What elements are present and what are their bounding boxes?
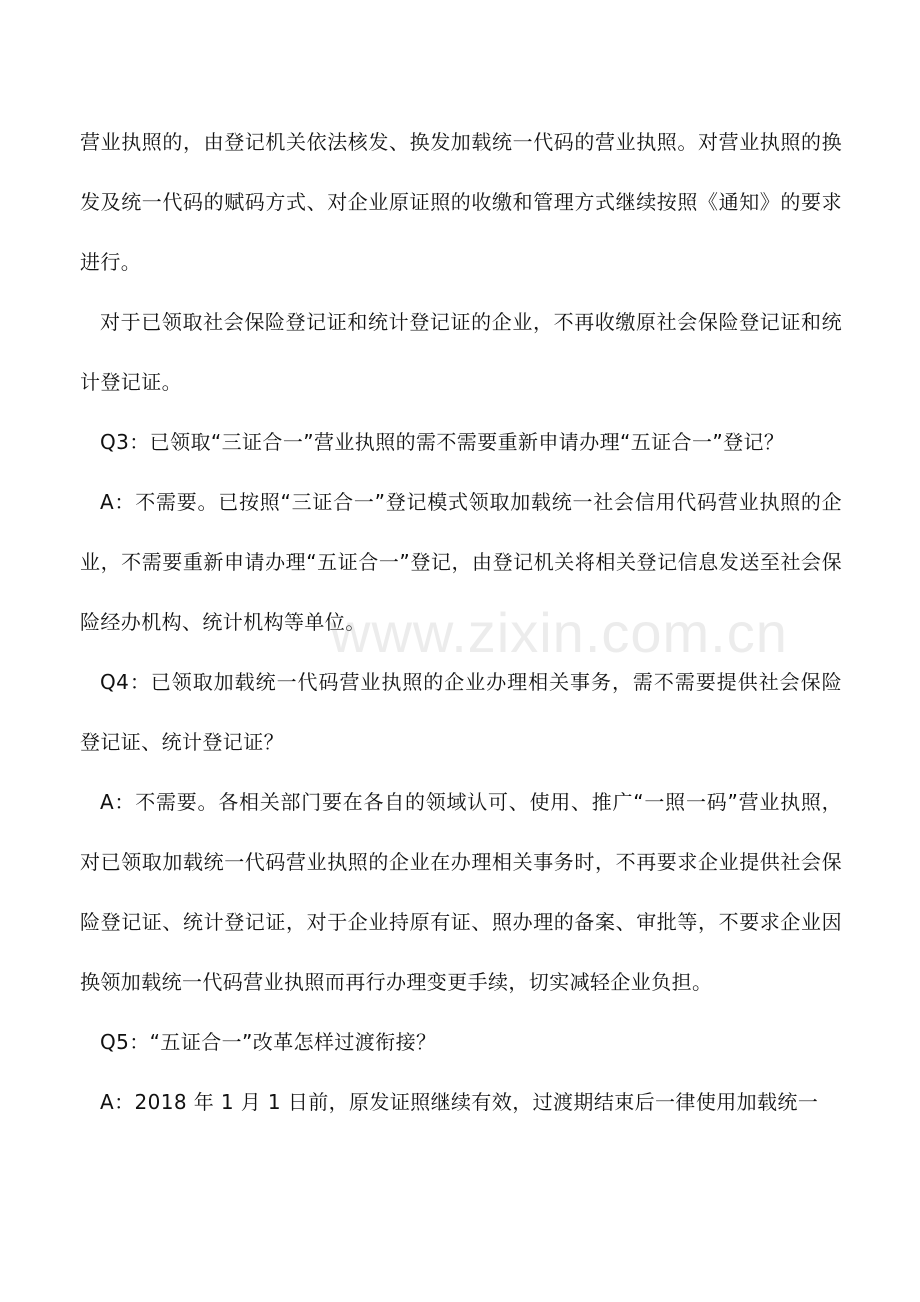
paragraph-license-issuance: 营业执照的，由登记机关依法核发、换发加载统一代码的营业执照。对营业执照的换发及统一代码的赋码方式、对企业原证照的收缴和管理方式继续按照《通知》的要求进行。 — [80, 130, 842, 274]
answer-q4: A：不需要。各相关部门要在各自的领域认可、使用、推广“一照一码”营业执照，对已领取加载统一代码营业执照的企业在办理相关事务时，不再要求企业提供社会保险登记证、统计登记证，对于企业持原有证、照办理的备案、审批等，不要求企业因换领加载统一代码营业执照而再行办理变更手续，切实减轻企业负担。 — [80, 790, 842, 994]
paragraph-social-insurance: 对于已领取社会保险登记证和统计登记证的企业，不再收缴原社会保险登记证和统计登记证。 — [80, 310, 842, 394]
document-body — [80, 112, 842, 1132]
watermark-text: www.zixin.com.cn — [330, 601, 788, 664]
question-q4: Q4：已领取加载统一代码营业执照的企业办理相关事务，需不需要提供社会保险登记证、统计登记证？ — [80, 670, 842, 754]
question-q3: Q3：已领取“三证合一”营业执照的需不需要重新申请办理“五证合一”登记？ — [100, 430, 785, 454]
answer-q3: A：不需要。已按照“三证合一”登记模式领取加载统一社会信用代码营业执照的企业，不需要重新申请办理“五证合一”登记，由登记机关将相关登记信息发送至社会保险经办机构、统计机构等单位。 — [80, 490, 842, 634]
answer-q5: A：2018 年 1 月 1 日前，原发证照继续有效，过渡期结束后一律使用加载统一 — [100, 1090, 819, 1114]
question-q5: Q5：“五证合一”改革怎样过渡衔接？ — [100, 1030, 437, 1054]
